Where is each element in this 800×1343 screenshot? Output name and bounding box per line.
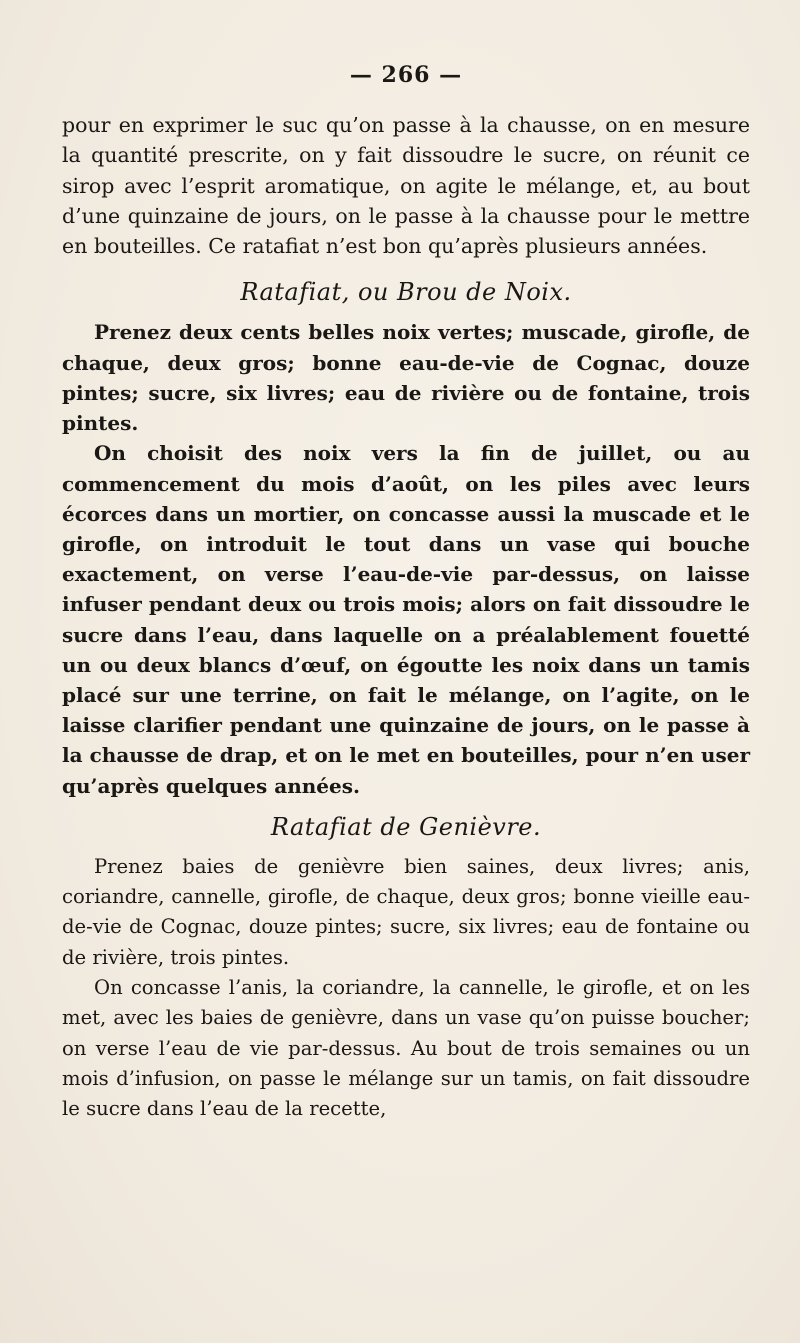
noix-method-paragraph: On choisit des noix vers la fin de juillet, ou au commencement du mois d’août, on les piles avec leurs écorces dans un mortier, on concasse aussi la muscade et le girofle, on introduit le tout dans un vase qui bouche exactement, on verse l’eau-de-vie par-dessus, on laisse infuser pendant deux ou trois mois; alors on fait dissoudre le sucre dans l’eau, dans laquelle on a préalablement fouetté un ou deux blancs d’œuf, on égoutte les noix dans un tamis placé sur une terrine, on fait le mélange, on l’agite, on le laisse clarifier pendant une quinzaine de jours, on le passe à la chausse de drap, et on le met en bouteilles, pour n’en user qu’après quelques années. <box>62 441 750 798</box>
genievre-ingredients-paragraph: Prenez baies de genièvre bien saines, deux livres; anis, coriandre, cannelle, girofle, de chaque, deux gros; bonne vieille eau-de-vie de Cognac, douze pintes; sucre, six livres; eau de fontaine ou de rivière, trois pintes. <box>62 854 750 969</box>
genievre-method-paragraph: On concasse l’anis, la coriandre, la cannelle, le girofle, et on les met, avec les baies de genièvre, dans un vase qu’on puisse boucher; on verse l’eau de vie par-dessus. Au bout de trois semaines ou un mois d’infusion, on passe le mélange sur un tamis, on fait dissoudre le sucre dans l’eau de la recette, <box>62 975 750 1121</box>
noix-ingredients-paragraph: Prenez deux cents belles noix vertes; muscade, girofle, de chaque, deux gros; bonne eau-de-vie de Cognac, douze pintes; sucre, six livres; eau de rivière ou de fontaine, trois pintes. <box>62 320 750 436</box>
section-heading-genievre: Ratafiat de Genièvre. <box>270 812 542 841</box>
page-number: — 266 — <box>349 62 463 88</box>
section-heading-noix: Ratafiat, ou Brou de Noix. <box>240 278 572 307</box>
intro-paragraph: pour en exprimer le suc qu’on passe à la chausse, on en mesure la quantité prescrite, on y fait dissoudre le sucre, on réunit ce sirop avec l’esprit aromatique, on agite le mélange, et, au bout d’une quinzaine de jours, on le passe à la chausse pour le mettre en bouteilles. Ce ratafiat n’est bon qu’après plusieurs années. <box>62 113 750 259</box>
